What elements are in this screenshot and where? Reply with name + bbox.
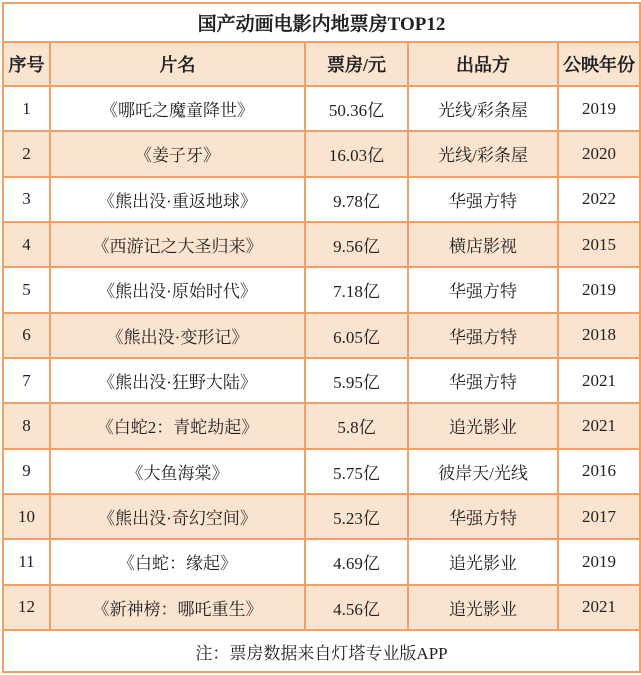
table-title: 国产动画电影内地票房TOP12 (3, 3, 640, 42)
table-row (3, 449, 640, 494)
table-row (3, 177, 640, 222)
producer-cell: 光线/彩条屋 (408, 86, 558, 131)
producer-cell: 华强方特 (408, 177, 558, 222)
year-cell: 2022 (558, 177, 640, 222)
producer-cell: 追光影业 (408, 585, 558, 630)
box-office-cell: 5.23亿 (305, 494, 408, 539)
table-row (3, 403, 640, 448)
rank-cell: 1 (3, 86, 50, 131)
table-row (3, 267, 640, 312)
film-title-cell: 《白蛇2：青蛇劫起》 (50, 403, 305, 448)
box-office-cell: 9.78亿 (305, 177, 408, 222)
producer-cell: 追光影业 (408, 403, 558, 448)
film-title-cell: 《熊出没·重返地球》 (50, 177, 305, 222)
year-cell: 2016 (558, 449, 640, 494)
producer-cell: 追光影业 (408, 539, 558, 584)
year-cell: 2019 (558, 267, 640, 312)
rank-cell: 11 (3, 539, 50, 584)
film-title-cell: 《熊出没·狂野大陆》 (50, 358, 305, 403)
box-office-cell: 7.18亿 (305, 267, 408, 312)
col-header-box-office: 票房/元 (305, 42, 408, 86)
year-cell: 2018 (558, 313, 640, 358)
film-title-cell: 《大鱼海棠》 (50, 449, 305, 494)
year-cell: 2017 (558, 494, 640, 539)
film-title-cell: 《西游记之大圣归来》 (50, 222, 305, 267)
rank-cell: 7 (3, 358, 50, 403)
producer-cell: 华强方特 (408, 358, 558, 403)
rank-cell: 2 (3, 131, 50, 176)
table-row (3, 358, 640, 403)
col-header-rank: 序号 (3, 42, 50, 86)
year-cell: 2019 (558, 86, 640, 131)
box-office-cell: 6.05亿 (305, 313, 408, 358)
table-row (3, 313, 640, 358)
year-cell: 2021 (558, 403, 640, 448)
year-cell: 2020 (558, 131, 640, 176)
title-row (3, 3, 640, 42)
producer-cell: 华强方特 (408, 313, 558, 358)
table-row (3, 222, 640, 267)
producer-cell: 横店影视 (408, 222, 558, 267)
rank-cell: 4 (3, 222, 50, 267)
year-cell: 2015 (558, 222, 640, 267)
producer-cell: 华强方特 (408, 267, 558, 312)
producer-cell: 彼岸天/光线 (408, 449, 558, 494)
header-row (3, 42, 640, 86)
year-cell: 2021 (558, 358, 640, 403)
rank-cell: 3 (3, 177, 50, 222)
film-title-cell: 《熊出没·原始时代》 (50, 267, 305, 312)
box-office-cell: 4.69亿 (305, 539, 408, 584)
table-row (3, 539, 640, 584)
table-row (3, 494, 640, 539)
col-header-release-year: 公映年份 (558, 42, 640, 86)
film-title-cell: 《熊出没·奇幻空间》 (50, 494, 305, 539)
table-body (3, 86, 640, 630)
rank-cell: 9 (3, 449, 50, 494)
box-office-cell: 5.75亿 (305, 449, 408, 494)
rank-cell: 6 (3, 313, 50, 358)
film-title-cell: 《熊出没·变形记》 (50, 313, 305, 358)
producer-cell: 华强方特 (408, 494, 558, 539)
rank-cell: 12 (3, 585, 50, 630)
table-row (3, 86, 640, 131)
film-title-cell: 《姜子牙》 (50, 131, 305, 176)
table-row (3, 585, 640, 630)
film-title-cell: 《哪吒之魔童降世》 (50, 86, 305, 131)
producer-cell: 光线/彩条屋 (408, 131, 558, 176)
col-header-producer: 出品方 (408, 42, 558, 86)
col-header-film-title: 片名 (50, 42, 305, 86)
rank-cell: 5 (3, 267, 50, 312)
table-note: 注：票房数据来自灯塔专业版APP (3, 630, 640, 672)
box-office-cell: 5.8亿 (305, 403, 408, 448)
film-title-cell: 《白蛇：缘起》 (50, 539, 305, 584)
film-title-cell: 《新神榜：哪吒重生》 (50, 585, 305, 630)
rank-cell: 10 (3, 494, 50, 539)
footer-row (3, 630, 640, 672)
box-office-cell: 16.03亿 (305, 131, 408, 176)
box-office-cell: 4.56亿 (305, 585, 408, 630)
box-office-table (2, 2, 641, 673)
year-cell: 2021 (558, 585, 640, 630)
rank-cell: 8 (3, 403, 50, 448)
box-office-cell: 5.95亿 (305, 358, 408, 403)
box-office-cell: 50.36亿 (305, 86, 408, 131)
year-cell: 2019 (558, 539, 640, 584)
box-office-cell: 9.56亿 (305, 222, 408, 267)
table-row (3, 131, 640, 176)
